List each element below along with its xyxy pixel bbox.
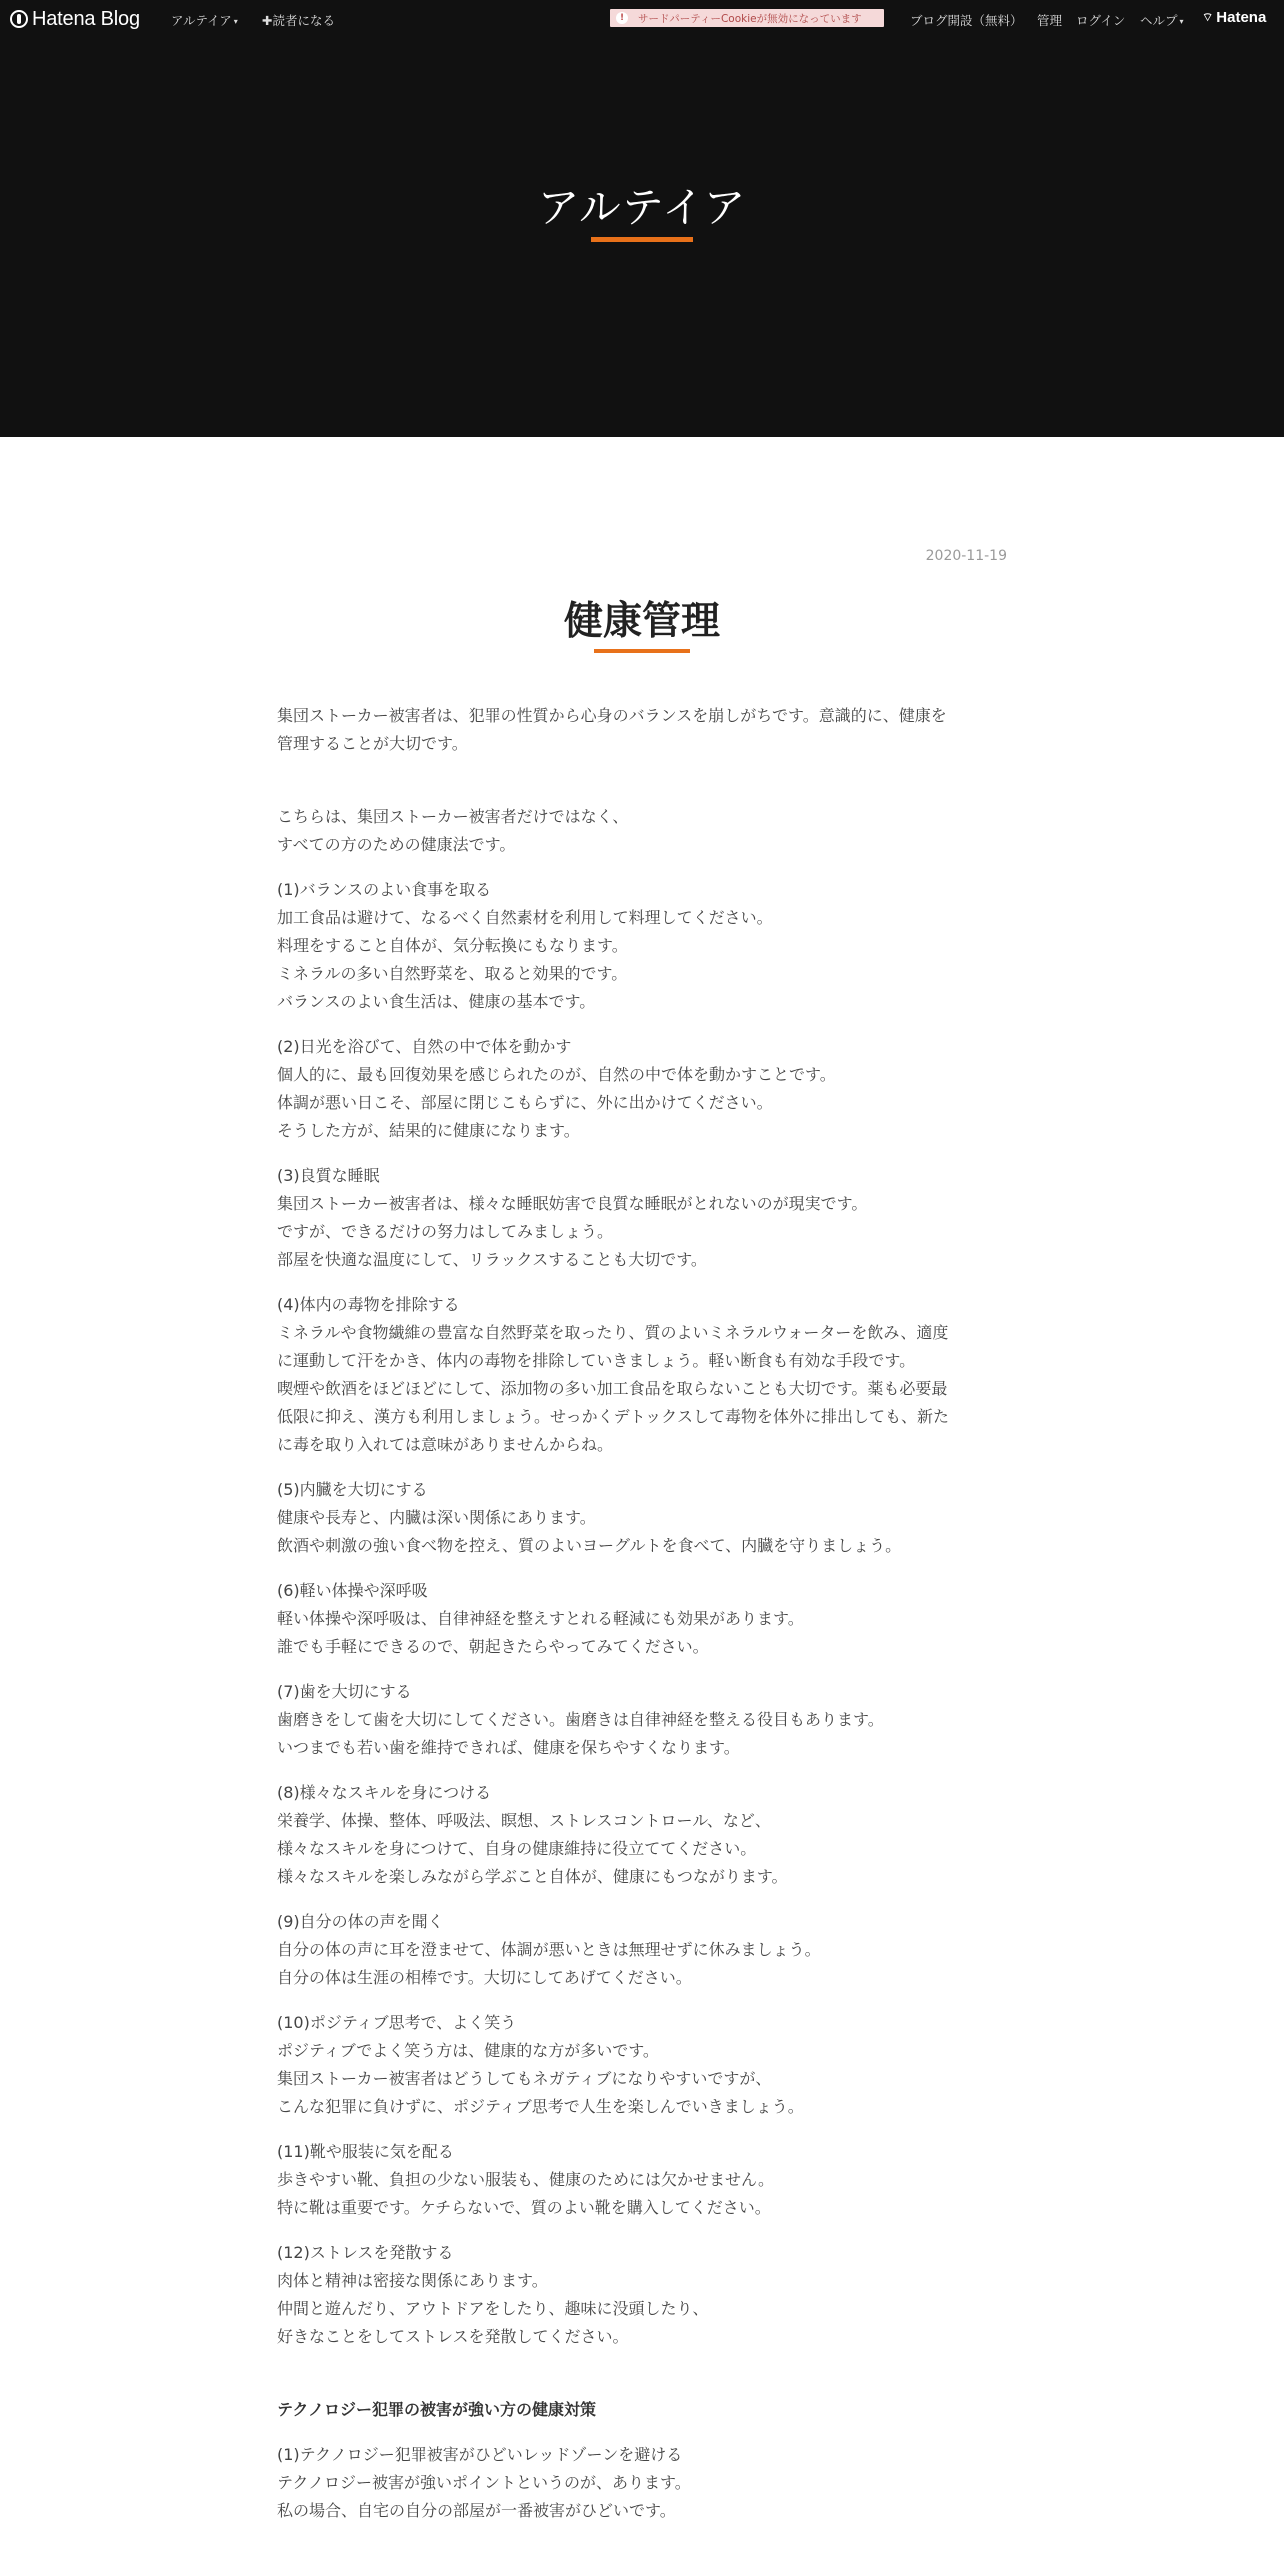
text-line: 集団ストーカー被害者は、様々な睡眠妨害で良質な睡眠がとれないのが現実です。 [277, 1194, 868, 1213]
text-line: こちらは、集団ストーカー被害者だけではなく、 [277, 807, 629, 826]
blog-header [0, 38, 1284, 437]
entry-paragraph [277, 1291, 1007, 1459]
paragraph-heading: (2)日光を浴びて、自然の中で体を動かす [277, 1037, 572, 1056]
paragraph-heading: (1)バランスのよい食事を取る [277, 880, 492, 899]
text-line: 仲間と遊んだり、アウトドアをしたり、趣味に没頭したり、 [277, 2299, 709, 2318]
paragraph-heading: (7)歯を大切にする [277, 1682, 412, 1701]
text-line: 飲酒や刺激の強い食べ物を控え、質のよいヨーグルトを食べて、内臓を守りましょう。 [277, 1536, 902, 1555]
text-line: 集団ストーカー被害者はどうしてもネガティブになりやすいですが、 [277, 2069, 772, 2088]
login-link[interactable]: ログイン [1076, 13, 1126, 28]
entry-paragraph [277, 2441, 1007, 2525]
entry-paragraph [277, 1476, 1007, 1560]
text-line: こんな犯罪に負けずに、ポジティブ思考で人生を楽しんでいきましょう。 [277, 2097, 804, 2116]
paragraph-heading: (6)軽い体操や深呼吸 [277, 1581, 428, 1600]
paragraph-heading: (4)体内の毒物を排除する [277, 1295, 460, 1314]
blog-menu-dropdown[interactable] [171, 11, 238, 29]
text-line: 自分の体の声に耳を澄ませて、体調が悪いときは無理せずに休みましょう。 [277, 1940, 821, 1959]
text-line: 好きなことをしてストレスを発散してください。 [277, 2327, 629, 2346]
help-dropdown[interactable] [1140, 11, 1184, 29]
entry-paragraph [277, 1577, 1007, 1661]
section-paragraphs [277, 2441, 1007, 2525]
entry-paragraph [277, 1033, 1007, 1145]
hatena-blog-logo-icon [10, 10, 28, 28]
logo-text: Hatena Blog [32, 7, 140, 30]
paragraph-heading: (10)ポジティブ思考で、よく笑う [277, 2013, 517, 2032]
text-line: 加工食品は避けて、なるべく自然素材を利用して料理してください。 [277, 908, 773, 927]
text-line: そうした方が、結果的に健康になります。 [277, 1121, 580, 1140]
paragraph-heading: (5)内臓を大切にする [277, 1480, 428, 1499]
paragraph-heading: (11)靴や服装に気を配る [277, 2142, 454, 2161]
text-line: 様々なスキルを身につけて、自身の健康維持に役立ててください。 [277, 1839, 757, 1858]
paragraph-heading: (1)テクノロジー犯罪被害がひどいレッドゾーンを避ける [277, 2445, 683, 2464]
text-line: 私の場合、自宅の自分の部屋が一番被害がひどいです。 [277, 2501, 676, 2520]
info-icon: ! [616, 12, 628, 24]
text-line: ミネラルの多い自然野菜を、取ると効果的です。 [277, 964, 628, 983]
help-label: ヘルプ [1140, 13, 1178, 28]
chevron-down-icon: ▾ [1179, 17, 1184, 26]
text-line: 低限に抑え、漢方も利用しましょう。せっかくデトックスして毒物を体外に排出しても、新た [277, 1407, 950, 1426]
text-line: 様々なスキルを楽しみながら学ぶこと自体が、健康にもつながります。 [277, 1867, 788, 1886]
entry-paragraph [277, 1908, 1007, 1992]
paragraph-heading: (9)自分の体の声を聞く [277, 1912, 444, 1931]
hatena-menu[interactable] [1202, 9, 1266, 26]
text-line: 肉体と精神は密接な関係にあります。 [277, 2271, 548, 2290]
text-line: ですが、できるだけの努力はしてみましょう。 [277, 1222, 614, 1241]
text-line: いつまでも若い歯を維持できれば、健康を保ちやすくなります。 [277, 1738, 740, 1757]
text-line: 栄養学、体操、整体、呼吸法、瞑想、ストレスコントロール、など、 [277, 1811, 771, 1830]
text-line: 軽い体操や深呼吸は、自律神経を整えすとれる軽減にも効果があります。 [277, 1609, 804, 1628]
entry-title-underline [594, 649, 690, 653]
entry-paragraph [277, 2009, 1007, 2121]
hatena-brand-text: Hatena [1216, 9, 1267, 26]
admin-link[interactable]: 管理 [1037, 13, 1063, 28]
paragraph-heading: (8)様々なスキルを身につける [277, 1783, 492, 1802]
section-heading: テクノロジー犯罪の被害が強い方の健康対策 [277, 2400, 597, 2419]
entry-paragraph [277, 1678, 1007, 1762]
text-line: に毒を取り入れては意味がありませんからね。 [277, 1435, 614, 1454]
paragraph-heading: (3)良質な睡眠 [277, 1166, 380, 1185]
text-line: 料理をすること自体が、気分転換にもなります。 [277, 936, 628, 955]
entry-paragraph [277, 2239, 1007, 2351]
text-line: 歯磨きをして歯を大切にしてください。歯磨きは自律神経を整える役目もあります。 [277, 1710, 884, 1729]
text-line: 集団ストーカー被害者は、犯罪の性質から心身のバランスを崩しがちです。意識的に、健康を [277, 706, 947, 725]
cookie-notice-text: サードパーティーCookieが無効になっています [638, 12, 862, 25]
text-line: テクノロジー被害が強いポイントというのが、あります。 [277, 2473, 691, 2492]
entry-paragraph [277, 876, 1007, 1016]
text-line: 歩きやすい靴、負担の少ない服装も、健康のためには欠かせません。 [277, 2170, 774, 2189]
text-line: 個人的に、最も回復効果を感じられたのが、自然の中で体を動かすことです。 [277, 1065, 836, 1084]
text-line: 部屋を快適な温度にして、リラックスすることも大切です。 [277, 1250, 707, 1269]
entry-intro [277, 702, 1007, 758]
text-line: ミネラルや食物繊維の豊富な自然野菜を取ったり、質のよいミネラルウォーターを飲み、適度 [277, 1323, 949, 1342]
text-line: に運動して汗をかき、体内の毒物を排除していきましょう。軽い断食も有効な手段です。 [277, 1351, 916, 1370]
entry-title[interactable]: 健康管理 [563, 599, 720, 644]
create-blog-link[interactable]: ブログ開設（無料） [910, 13, 1023, 28]
entry-paragraph [277, 803, 1007, 859]
entry-paragraph [277, 1779, 1007, 1891]
text-line: すべての方のための健康法です。 [277, 835, 516, 854]
hatena-brand-icon: ⌔ [1202, 10, 1214, 24]
text-line: 特に靴は重要です。ケチらないで、質のよい靴を購入してください。 [277, 2198, 771, 2217]
cookie-notice-banner[interactable] [610, 9, 884, 27]
chevron-down-icon: ▾ [233, 17, 238, 26]
text-line: 管理することが大切です。 [277, 734, 468, 753]
global-header-bar [0, 0, 1284, 38]
subscribe-button[interactable]: ✚読者になる [262, 13, 335, 28]
blog-title-underline [591, 237, 693, 242]
text-line: 自分の体は生涯の相棒です。大切にしてあげてください。 [277, 1968, 692, 1987]
blog-menu-label: アルテイア [171, 13, 232, 28]
text-line: 体調が悪い日こそ、部屋に閉じこもらずに、外に出かけてください。 [277, 1093, 773, 1112]
text-line: バランスのよい食生活は、健康の基本です。 [277, 992, 596, 1011]
text-line: 健康や長寿と、内臓は深い関係にあります。 [277, 1508, 596, 1527]
hatena-blog-logo[interactable] [10, 7, 140, 31]
text-line: 誰でも手軽にできるので、朝起きたらやってみてください。 [277, 1637, 709, 1656]
entry-content [277, 702, 1007, 2542]
entry-date[interactable]: 2020-11-19 [925, 548, 1007, 564]
blog-title[interactable]: アルテイア [537, 183, 747, 232]
entry-paragraphs [277, 803, 1007, 2351]
entry-paragraph [277, 2138, 1007, 2222]
paragraph-heading: (12)ストレスを発散する [277, 2243, 454, 2262]
entry-paragraph [277, 1162, 1007, 1274]
text-line: ポジティブでよく笑う方は、健康的な方が多いです。 [277, 2041, 659, 2060]
text-line: 喫煙や飲酒をほどほどにして、添加物の多い加工食品を取らないことも大切です。薬も必要最 [277, 1379, 948, 1398]
